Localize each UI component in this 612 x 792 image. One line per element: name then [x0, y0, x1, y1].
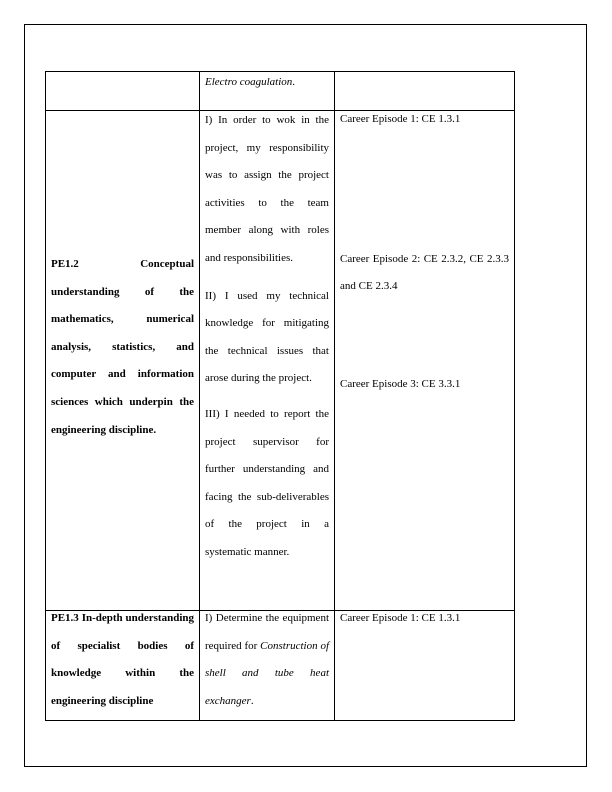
activity-item-3: III) I needed to report the project supervisor for further understanding and facing the sub-deliverables of the project in a systematic manner.: [205, 407, 329, 558]
row1-col3: [335, 72, 515, 111]
table-row: [46, 72, 515, 111]
row1-col1: [46, 72, 200, 111]
spacer: [205, 393, 329, 401]
row1-italic-text: Electro coagulation: [205, 76, 293, 88]
pe13-cell: [46, 611, 200, 721]
table-row: [46, 611, 515, 721]
pe13-episode-cell: [335, 611, 515, 721]
pe12-code: PE1.2: [51, 258, 79, 270]
pe13-activity-prefix: I) Determine the equipment required for: [205, 612, 329, 652]
table-row: [46, 111, 515, 611]
competency-table: [45, 71, 515, 721]
pe13-activity-italic: Construction of shell and tube heat exchanger: [205, 639, 329, 707]
pe12-text: Conceptual understanding of the mathematics, numerical analysis, statistics, and computer and information sciences which underpin the engineering discipline.: [51, 258, 194, 436]
row1-col2: [200, 72, 335, 111]
pe12-activities-cell: [200, 111, 335, 611]
spacer: [205, 273, 329, 283]
pe13-text: In-depth understanding of specialist bodies of knowledge within the engineering discipline: [51, 612, 194, 707]
pe13-episode-ref: Career Episode 1: CE 1.3.1: [340, 612, 461, 624]
row1-tail: .: [292, 76, 296, 88]
pe13-activity-tail: .: [250, 694, 254, 707]
pe12-cell: [46, 111, 200, 611]
episode-ref-3: Career Episode 3: CE 3.3.1: [340, 377, 461, 390]
episode-ref-1: Career Episode 1: CE 1.3.1: [340, 113, 461, 125]
pe13-heading: [51, 605, 194, 715]
pe13-activity: [205, 605, 329, 715]
activity-item-1: I) In order to wok in the project, my responsibility was to assign the project activities to the team member along with roles and responsibilities.: [205, 114, 329, 264]
pe13-activity-cell: [200, 611, 335, 721]
pe13-code: PE1.3: [51, 612, 79, 624]
pe12-heading: [51, 251, 194, 444]
episode-ref-2: Career Episode 2: CE 2.3.2, CE 2.3.3 and CE 2.3.4: [340, 252, 509, 293]
pe12-episodes-cell: [335, 111, 515, 611]
activity-item-2: II) I used my technical knowledge for mitigating the technical issues that arose during the project.: [205, 289, 329, 385]
